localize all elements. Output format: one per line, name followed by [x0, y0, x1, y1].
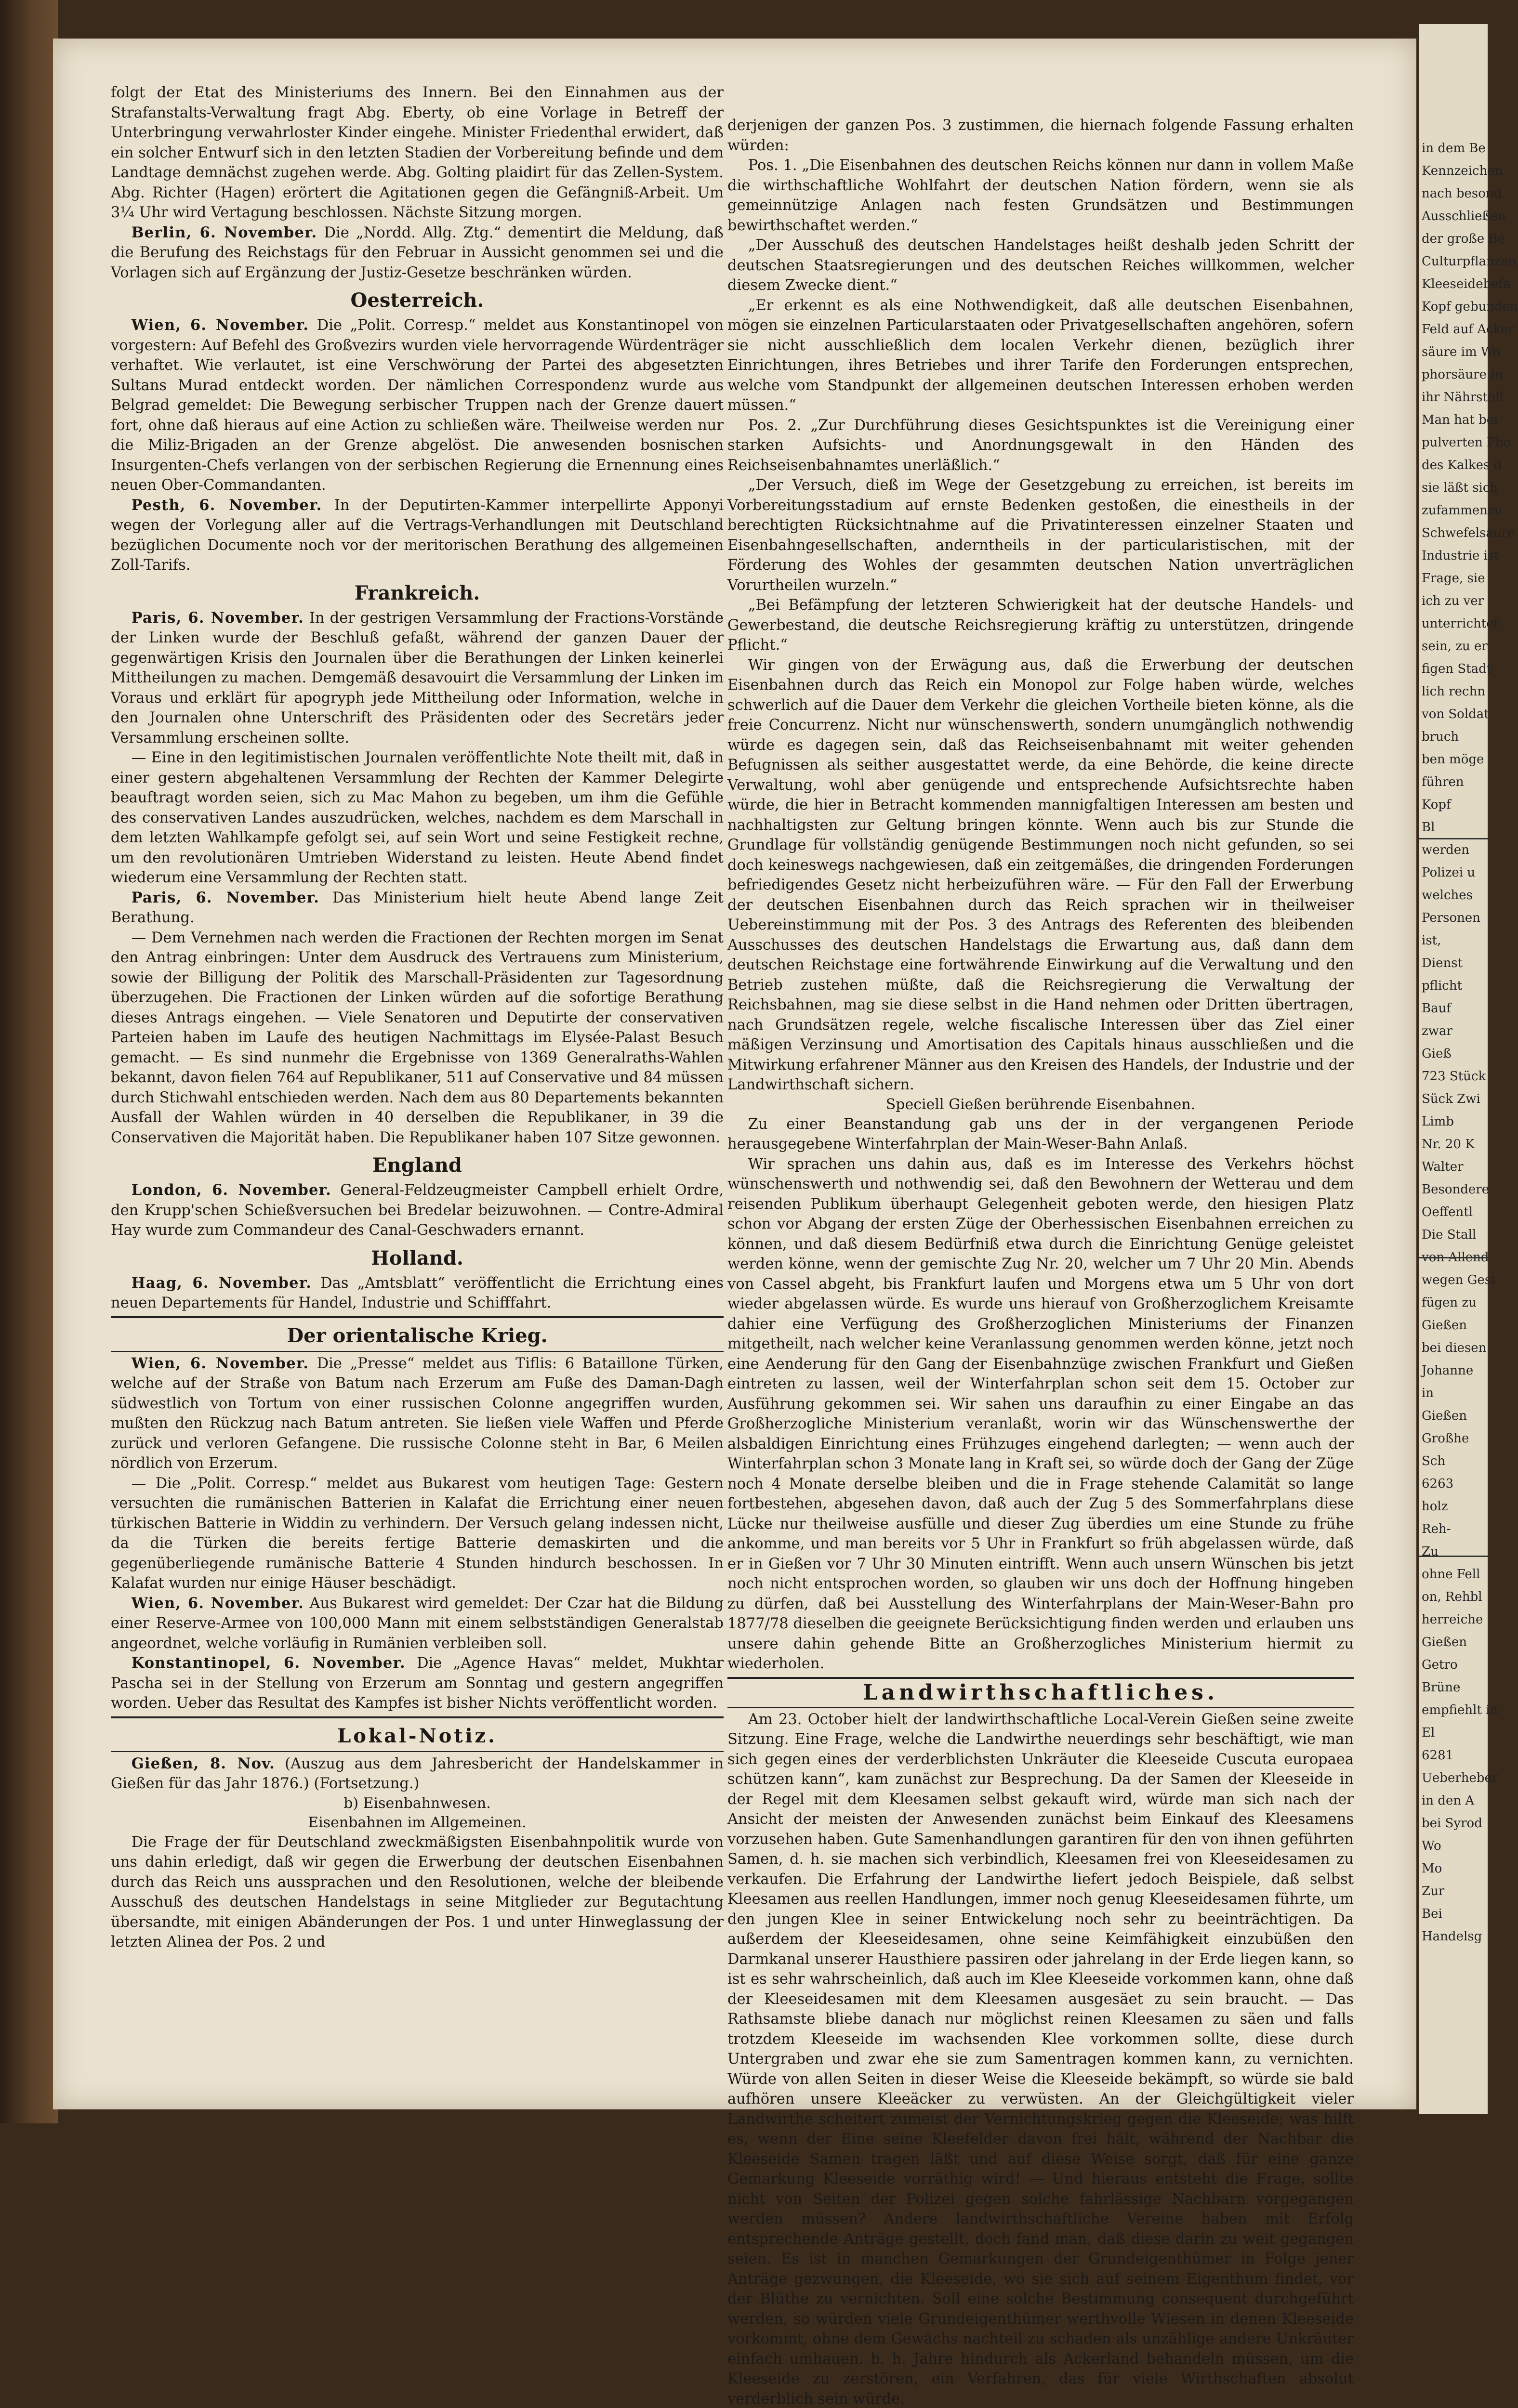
next-page-fragment: Oeffentl — [1422, 1204, 1486, 1221]
text-pesth: In der Deputirten-Kammer interpellirte Apponyi wegen der Vorlegung aller auf die Vertrags-Verhandlungen mit Deutschland bezüglichen Documente noch vor der meritorischen Berathung des allgemeinen Zoll-Tarifs. — [111, 497, 724, 574]
next-page-fragment: Wo — [1422, 1837, 1486, 1855]
next-page-fragment: Personen — [1422, 909, 1486, 927]
dateline-konstantinopel: Konstantinopel, 6. November. — [132, 1654, 406, 1672]
dateline-paris-1: Paris, 6. November. — [132, 609, 304, 627]
dateline-wien-2: Wien, 6. November. — [132, 1355, 309, 1372]
next-page-fragment: bei diesen — [1422, 1339, 1486, 1357]
dateline-giessen: Gießen, 8. Nov. — [132, 1755, 275, 1772]
next-page-fragment: wegen Gest — [1422, 1271, 1486, 1289]
text-wien-3: Aus Bukarest wird gemeldet: Der Czar hat die Bildung einer Reserve-Armee von 100,000 Mann mit einem selbstständigen Generalstab angeordnet, welche vorläufig in Rumänien verbleiben soll. — [111, 1595, 724, 1652]
dateline-wien-1: Wien, 6. November. — [132, 316, 309, 334]
next-page-fragment: Zu — [1422, 1543, 1486, 1560]
text-pos2b: „Der Versuch, dieß im Wege der Gesetzgebung zu erreichen, ist bereits im Vorbereitungsstadium auf ernste Bedenken gestoßen, die einestheils in der berechtigten Rücksichtnahme auf die Privatinteressen einzelner Staaten und Eisenbahngesellschaften, anderntheils in der particularistischen, mit der Förderung des Wohles der gesammten deutschen Nation unverträglichen Vorurtheilen wurzeln.“ — [727, 475, 1354, 595]
next-page-fragment: Frage, sie — [1422, 570, 1486, 587]
next-page-fragment: Zur — [1422, 1883, 1486, 1900]
para-etat: folgt der Etat des Ministeriums des Innern. Bei den Einnahmen aus der Strafanstalts-Verwaltung fragt Abg. Eberty, ob eine Vorlage in Betreff der Unterbringung verwahrloster Kinder eingehe. Minister Friedenthal erwidert, daß ein solcher Entwurf sich in den letzten Stadien der Vorbereitung befinde und dem Landtage demnächst zugehen werde. Abg. Golting plaidirt für das Zellen-System. Abg. Richter (Hagen) erörtert die Agitationen gegen die Gefängniß-Arbeit. Um 3¼ Uhr wird Vertagung beschlossen. Nächste Sitzung morgen. — [111, 83, 724, 223]
dateline-london: London, 6. November. — [132, 1181, 331, 1199]
next-page-rule — [1419, 1556, 1488, 1557]
krieg-header-box — [111, 1316, 724, 1352]
next-page-fragment: sein, zu er — [1422, 638, 1486, 655]
next-page-fragment: Handelsg — [1422, 1928, 1486, 1945]
left-column — [111, 83, 724, 1952]
text-pos1: Pos. 1. „Die Eisenbahnen des deutschen Reichs können nur dann in vollem Maße die wirthschaftliche Wohlfahrt der deutschen Nation fördern, wenn sie als gemeinnützige Anlagen nach festen Grundsätzen und Bestimmungen bewirthschaftet werden.“ — [727, 156, 1354, 236]
next-page-fragment: Culturpflanzen — [1422, 253, 1486, 270]
text-landw1: Am 23. October hielt der landwirthschaftliche Local-Verein Gießen seine zweite Sitzung. Eine Frage, welche die Landwirthe neuerdings sehr beschäftigt, wie man sich gegen eines der verderblichsten Unkräuter die Kleeseide Cuscuta europaea schützen kann“, kam zunächst zur Besprechung. Da der Samen der Kleeseide in der Regel mit dem Kleesamen selbst gekauft wird, würde man sich nach der Ansicht der meisten der Anwesenden zunächst beim Einkauf des Kleesamens vorzusehen haben. Gute Samenhandlungen garantiren für den von ihnen geführten Samen, d. h. sie machen sich verbindlich, Kleesamen frei von Kleeseidesamen zu verkaufen. Die Erfahrung der Landwirthe liefert jedoch Beispiele, daß selbst Kleesamen aus reellen Handlungen, immer noch genug Kleeseidesamen führte, um den jungen Klee in seiner Entwickelung noch sehr zu beeinträchtigen. Da außerdem der Kleeseidesamen, ohne seine Keimfähigkeit einzubüßen den Darmkanal unserer Hausthiere passiren oder jahrelang in der Erde liegen kann, so ist es sehr wahrscheinlich, daß auch im Klee Kleeseide vorkommen kann, ohne daß der Kleeseidesamen mit dem Kleesamen ausgesäet zu sein braucht. — Das Rathsamste bliebe danach nur möglichst reinen Kleesamen zu säen und falls trotzdem Kleeseide im wachsenden Klee vorkommen sollte, diese durch Untergraben und zwar ehe sie zum Samentragen kommen kann, zu vernichten. Würde von allen Seiten in dieser Weise die Kleeseide bekämpft, so würde sie bald aufhören unsere Kleeäcker zu verwüsten. An der Gleichgültigkeit vieler Landwirthe scheitert zumeist der Vernichtungskrieg gegen die Kleeseide; was hilft es, wenn der Eine seine Kleefelder davon frei hält, während der Nachbar die Kleeseide Samen tragen läßt und auf diese Weise sorgt, daß für eine ganze Gemarkung Kleeseide vorräthig wird! — Und hieraus entsteht die Frage, sollte nicht von Seiten der Polizei gegen solche fahrlässige Nachbarn vorgegangen werden müssen? Andere landwirthschaftliche Vereine haben mit Erfolg entsprechende Anträge gestellt, doch fand man, daß diese darin zu weit gegangen seien. Es ist in manchen Gemarkungen der Grundeigenthümer in Folge jener Anträge gezwungen, die Kleeseide, wo sie sich auf seinem Eigenthum findet, vor der Blüthe zu vernichten. Soll eine solche Bestimmung consequent durchgeführt werden, so würden viele Grundeigenthümer werthvolle Wiesen in denen Kleeseide vorkommt, ohne dem Gewächs nachteil zu schaden als unzählige andere Unkräuter einfach umhauen. b. h. Jahre hindurch als Ackerland behandeln müssen, um die Kleeseide zu zerstören, ein Verfahren, das für viele Wirthschaften absolut verderblich sein würde. — [727, 1710, 1354, 2408]
next-page-fragment: ohne Fell — [1422, 1566, 1486, 1583]
next-page-fragment: Kennzeichen — [1422, 162, 1486, 180]
text-giessen-intro: (Auszug aus dem Jahresbericht der Handelskammer in Gießen für das Jahr 1876.) (Fortsetzung.) — [111, 1755, 724, 1793]
next-page-fragment: des Kalkes d — [1422, 457, 1486, 474]
next-page-fragment: Gießen — [1422, 1317, 1486, 1334]
heading-krieg: Der orientalische Krieg. — [111, 1322, 724, 1350]
text-paris-1b: — Eine in den legitimistischen Journalen veröffentlichte Note theilt mit, daß in einer gestern abgehaltenen Versammlung der Rechten der Kammer Delegirte beauftragt worden seien, sich zu Mac Mahon zu begeben, um ihm die Gefühle des conservativen Landes auszudrücken, welches, nachdem es dem Marschall in dem letzten Wahlkampfe gefolgt sei, auf sein Wort und seine Festigkeit rechne, um den revolutionären Umtrieben Widerstand zu leisten. Heute Abend findet wiederum eine Versammlung der Rechten statt. — [111, 748, 724, 888]
next-page-fragment: pflicht — [1422, 977, 1486, 995]
dateline-berlin: Berlin, 6. November. — [132, 224, 317, 241]
next-page-fragment: sie läßt sich — [1422, 479, 1486, 497]
text-pos2: Pos. 2. „Zur Durchführung dieses Gesichtspunktes ist die Vereinigung einer starken Aufsichts- und Anordnungsgewalt in den Händen des Reichseisenbahnamtes unerläßlich.“ — [727, 416, 1354, 476]
next-page-fragment: El — [1422, 1724, 1486, 1741]
next-page-fragment: führen — [1422, 773, 1486, 791]
next-page-fragment: ist, — [1422, 932, 1486, 949]
next-page-fragment: Sück Zwi — [1422, 1090, 1486, 1108]
heading-holland: Holland. — [111, 1244, 724, 1272]
next-page-rule — [1419, 1257, 1488, 1258]
next-page-fragment: in dem Be — [1422, 140, 1486, 157]
next-page-fragment: ich zu ver — [1422, 592, 1486, 610]
text-para3: Wir sprachen uns dahin aus, daß es im Interesse des Verkehrs höchst wünschenswerth und nothwendig sei, daß den Bewohnern der Wetterau und dem reisenden Publikum überhaupt Gelegenheit geboten werde, den hiesigen Platz schon vor Abgang der ersten Züge der Oberhessischen Eisenbahnen erreichen zu können, und daß diesem Bedürfniß etwa durch die Einrichtung Genüge geleistet werden könne, wenn der gemischte Zug Nr. 20, welcher um 7 Uhr 20 Min. Abends von Cassel abgeht, bis Frankfurt laufen und Morgens etwa um 5 Uhr von dort wieder abgelassen würde. Es wurde uns hierauf von Großherzoglichem Kreisamte dahier eine Verfügung des Großherzoglichen Ministeriums der Finanzen mitgetheilt, nach welcher keine Veranlassung genommen werden könne, jetzt noch eine Aenderung für den Gang der Eisenbahnzüge zwischen Frankfurt und Gießen eintreten zu lassen, weil der Winterfahrplan schon seit dem 15. October zur Ausführung gekommen sei. Wir sahen uns daraufhin zu einer Eingabe an das Großherzogliche Ministerium veranlaßt, worin wir das Wünschenswerthe der alsbaldigen Einrichtung eines Frühzuges eingehend darlegten; — wenn auch der Winterfahrplan schon 3 Monate lang in Kraft sei, so würde doch der Gang der Züge noch 4 Monate derselbe bleiben und die in Frage stehende Calamität so lange fortbestehen, abgesehen davon, daß auch der Zug 5 des Sommerfahrplans diese Lücke nur theilweise ausfülle und dieser Zug überdies um eine Stunde zu frühe ankomme, und man bereits vor 5 Uhr in Frankfurt so früh abgelassen würde, daß er in Gießen vor 7 Uhr 30 Minuten eintrifft. Wenn auch unsern Wünschen bis jetzt noch nicht entsprochen worden, so glauben wir uns doch der Hoffnung hingeben zu dürfen, daß bei Ausstellung des Winterfahrplans der Main-Weser-Bahn pro 1877/78 dieselben die geeignete Berücksichtigung finden werden und erlauben uns unsere dahin gehende Bitte an Großherzogliches Ministerium hiermit zu wiederholen. — [727, 1154, 1354, 1674]
next-page-fragment: Gieß — [1422, 1045, 1486, 1062]
next-page-fragment: Bl — [1422, 819, 1486, 836]
next-page-fragment: Getro — [1422, 1656, 1486, 1674]
text-paris-2: Das Ministerium hielt heute Abend lange Zeit Berathung. — [111, 890, 724, 927]
next-page-fragment: Polizei u — [1422, 864, 1486, 881]
next-page-fragment: holz — [1422, 1498, 1486, 1515]
next-page-fragment: zufammenzu — [1422, 502, 1486, 519]
dateline-haag: Haag, 6. November. — [132, 1274, 312, 1292]
next-page-fragment: Dienst — [1422, 955, 1486, 972]
next-page-fragment: empfiehlt in — [1422, 1701, 1486, 1719]
next-page-fragment: Sch — [1422, 1453, 1486, 1470]
next-page-fragment: Man hat bei — [1422, 411, 1486, 429]
next-page-fragment: Schwefelsäure — [1422, 524, 1486, 542]
next-page-fragment: Walter — [1422, 1158, 1486, 1176]
next-page-fragment: Feld auf Acker — [1422, 321, 1486, 338]
next-page-fragment: Johanne — [1422, 1362, 1486, 1379]
next-page-fragment: fügen zu — [1422, 1294, 1486, 1311]
text-konstantinopel: Die „Agence Havas“ meldet, Mukhtar Pascha sei in der Stellung von Erzerum am Sonntag und gestern angegriffen worden. Ueber das Resultat des Kampfes ist bisher Nichts veröffentlicht worden. — [111, 1655, 724, 1712]
next-page-fragment: säure im Wo — [1422, 343, 1486, 361]
next-page-fragment: unterrichtet — [1422, 615, 1486, 632]
next-page-fragment: Limb — [1422, 1113, 1486, 1130]
text-haag: Das „Amtsblatt“ veröffentlicht die Errichtung eines neuen Departements für Handel, Industrie und Schifffahrt. — [111, 1275, 724, 1312]
next-page-fragment: lich rechn — [1422, 683, 1486, 700]
text-para1: Wir gingen von der Erwägung aus, daß die Erwerbung der deutschen Eisenbahnen durch das Reich ein Monopol zur Folge haben würde, welches schwerlich auf die Dauer dem Verkehr die gleichen Vortheile bieten könne, als die freie Concurrenz. Nicht nur wünschenswerth, sondern unumgänglich nothwendig würde es dagegen sein, daß das Reichseisenbahnamt mit weiter gehenden Befugnissen als seither ausgestattet werde, da eine Behörde, die keine directe Verwaltung, wohl aber genügende und entsprechende Aufsichtsrechte haben würde, die hier in Betracht kommenden mannigfaltigen Interessen am besten und nachhaltigsten zur Geltung bringen könnte. Wenn auch bis zur Stunde die Grundlage für vollständig genügende Bestimmungen noch nicht gefunden, so sei doch keineswegs nachgewiesen, daß ein zeitgemäßes, die dringenden Forderungen befriedigendes Gesetz nicht herbeizuführen wäre. — Für den Fall der Erwerbung der deutschen Eisenbahnen durch das Reich sprachen wir in theilweiser Uebereinstimmung mit der Pos. 3 des Antrags des Referenten des bleibenden Ausschusses des deutschen Handelstags die Erwartung aus, daß dann dem deutschen Reichstage eine fortwährende Einwirkung auf die Verwaltung und den Betrieb zustehen müßte, daß die Reichsregierung die Verwaltung der Reichsbahnen, mag sie diese selbst in die Hand nehmen oder Dritten übertragen, nach Grundsätzen regele, welche fiscalische Interessen über das Ziel einer mäßigen Verzinsung und Amortisation des Capitals hinaus ausschließen und die Mitwirkung erfahrener Männer aus den Kreisen des Handels, der Industrie und der Landwirthschaft sichern. — [727, 655, 1354, 1095]
next-page-fragment: Gießen — [1422, 1634, 1486, 1651]
next-page-fragment: Bauf — [1422, 1000, 1486, 1017]
next-page-fragment: Brüne — [1422, 1679, 1486, 1696]
text-paris-1: In der gestrigen Versammlung der Fractions-Vorstände der Linken wurde der Beschluß gefaßt, während der ganzen Dauer der gegenwärtigen Krisis den Journalen über die Berathungen der Linken keinerlei Mittheilungen zu machen. Demgemäß desavouirt die Versammlung der Linken im Voraus und erklärt für apogryph jede Mittheilung oder Information, welche in den Journalen ohne Unterschrift des Präsidenten oder des Secretärs jeder Versammlung erscheinen sollte. — [111, 610, 724, 746]
next-page-fragment: zwar — [1422, 1022, 1486, 1040]
text-pos1c: „Er erkennt es als eine Nothwendigkeit, daß alle deutschen Eisenbahnen, mögen sie einzelnen Particularstaaten oder Privatgesellschaften angehören, sofern sie nicht ausschließlich dem localen Verkehr dienen, bezüglich ihrer Einrichtungen, ihres Betriebes und ihrer Tarife den Forderungen entsprechen, welche vom Standpunkt der allgemeinen deutschen Interessen erhoben werden müssen.“ — [727, 296, 1354, 416]
text-wien-2b: — Die „Polit. Corresp.“ meldet aus Bukarest vom heutigen Tage: Gestern versuchten die rumänischen Batterien in Kalafat die Errichtung einer neuen türkischen Batterie in Widdin zu verhindern. Der Versuch gelang indessen nicht, da die Türken die bereits fertige Batterie demaskirten und die gegenüberliegende rumänische Batterie 4 Stunden hindurch beschossen. In Kalafat wurden nur einige Häuser beschädigt. — [111, 1474, 724, 1594]
next-page-fragment: herreiche — [1422, 1611, 1486, 1628]
next-page-fragment: Bei — [1422, 1905, 1486, 1923]
text-para2: Zu einer Beanstandung gab uns der in der vergangenen Periode herausgegebene Winterfahrplan der Main-Weser-Bahn Anlaß. — [727, 1114, 1354, 1154]
dateline-pesth: Pesth, 6. November. — [132, 497, 322, 514]
next-page-fragment: 6263 — [1422, 1475, 1486, 1492]
next-page-fragment: phorsäure in — [1422, 366, 1486, 383]
book-spine — [0, 0, 58, 2123]
next-page-fragment: figen Stadt — [1422, 660, 1486, 678]
next-page-fragment: Kopf gebunden — [1422, 298, 1486, 315]
next-page-fragment: in den A — [1422, 1792, 1486, 1809]
next-page-fragment: Die Stall — [1422, 1226, 1486, 1243]
text-top-line: derjenigen der ganzen Pos. 3 zustimmen, die hiernach folgende Fassung erhalten würden: — [727, 116, 1354, 156]
next-page-fragment: Kopf — [1422, 796, 1486, 813]
next-page-fragment: von Allend — [1422, 1249, 1486, 1266]
next-page-fragment: Ueberheber — [1422, 1769, 1486, 1787]
next-page-rule — [1419, 838, 1488, 839]
text-wien-2: Die „Presse“ meldet aus Tiflis: 6 Bataillone Türken, welche auf der Straße von Batum nach Erzerum am Fuße des Daman-Dagh südwestlich von Tortum von einer russischen Colonne angegriffen wurden, mußten den Rückzug nach Batum antreten. Sie ließen viele Waffen und Pferde zurück und verloren Gefangene. Die russische Colonne steht in Bar, 6 Meilen nördlich von Erzerum. — [111, 1355, 724, 1472]
next-page-fragment: pulverten Pho — [1422, 434, 1486, 451]
next-page-fragment: Ausschließen — [1422, 208, 1486, 225]
next-page-fragment: 723 Stück — [1422, 1068, 1486, 1085]
next-page-fragment: on, Rehbl — [1422, 1588, 1486, 1606]
next-page-fragment: welches — [1422, 887, 1486, 904]
heading-landwirthschaftliches: Landwirthschaftliches. — [727, 1679, 1354, 1707]
next-page-fragment: bei Syrod — [1422, 1815, 1486, 1832]
next-page-fragment: Mo — [1422, 1860, 1486, 1877]
subheading-eisenbahnwesen: b) Eisenbahnwesen. — [111, 1794, 724, 1813]
heading-oesterreich: Oesterreich. — [111, 287, 724, 314]
subheading-speciell: Speciell Gießen berührende Eisenbahnen. — [727, 1095, 1354, 1114]
next-page-fragment: von Soldat — [1422, 706, 1486, 723]
right-column — [727, 116, 1354, 2408]
next-page-fragment: Großhe — [1422, 1430, 1486, 1447]
next-page-fragment: Kleeseidebefa — [1422, 275, 1486, 293]
next-page-fragment: 6281 — [1422, 1747, 1486, 1764]
text-london: General-Feldzeugmeister Campbell erhielt Ordre, den Krupp'schen Schießversuchen bei Bredelar beizuwohnen. — Contre-Admiral Hay wurde zum Commandeur des Canal-Geschwaders ernannt. — [111, 1182, 724, 1239]
next-page-fragment: in — [1422, 1385, 1486, 1402]
lokal-header-box — [111, 1716, 724, 1752]
dateline-paris-2: Paris, 6. November. — [132, 889, 319, 906]
text-pos1b: „Der Ausschuß des deutschen Handelstages heißt deshalb jeden Schritt der deutschen Staatsregierungen und des deutschen Reiches willkommen, welcher diesem Zwecke dient.“ — [727, 236, 1354, 296]
next-page-fragment: Besondere — [1422, 1181, 1486, 1198]
landw-header-box — [727, 1677, 1354, 1708]
text-wien-1: Die „Polit. Corresp.“ meldet aus Konstantinopel von vorgestern: Auf Befehl des Großvezirs wurden viele hervorragende Würdenträger verhaftet. Wie verlautet, ist eine Verschwörung der Partei des abgesetzten Sultans Murad entdeckt worden. Der nämlichen Correspondenz wurde aus Belgrad gemeldet: Die Bewegung serbischer Truppen nach der Grenze dauert fort, ohne daß hieraus auf eine Action zu schließen wäre. Theilweise werden nur die Miliz-Brigaden an der Grenze abgelöst. Die anwesenden bosnischen Insurgenten-Chefs verlangen von der serbischen Regierung die Ernennung eines neuen Ober-Commandanten. — [111, 317, 724, 494]
text-paris-2b: — Dem Vernehmen nach werden die Fractionen der Rechten morgen im Senat den Antrag einbringen: Unter dem Ausdruck des Vertrauens zum Ministerium, sowie der Billigung der Politik des Marschall-Präsidenten zur Tagesordnung überzugehen. Die Fractionen der Linken würden auf die sofortige Berathung dieses Antrags eingehen. — Viele Senatoren und Deputirte der conservativen Parteien haben im Laufe des heutigen Nachmittags im Elysée-Palast Besuch gemacht. — Es sind nunmehr die Ergebnisse von 1369 Generalraths-Wahlen bekannt, davon fielen 764 auf Republikaner, 511 auf Conservative und 84 müssen durch Stichwahl entschieden werden. Nach dem aus 80 Departements bekannten Ausfall der Wahlen würden in 40 derselben die Republikaner, in 39 die Conservativen die Majorität haben. Die Republikaner haben 107 Sitze gewonnen. — [111, 928, 724, 1148]
next-page-fragment: Nr. 20 K — [1422, 1136, 1486, 1153]
next-page-fragment: Reh- — [1422, 1520, 1486, 1538]
dateline-wien-3: Wien, 6. November. — [132, 1595, 304, 1612]
next-page-fragment: Industrie ist — [1422, 547, 1486, 564]
adjacent-page-strip — [1419, 24, 1488, 2114]
text-berlin: Die „Nordd. Allg. Ztg.“ dementirt die Meldung, daß die Berufung des Reichstags für den Februar in Aussicht genommen sei und die Vorlagen sich auf Ergänzung der Justiz-Gesetze beschränken würden. — [111, 224, 724, 281]
next-page-fragment: der große Be — [1422, 230, 1486, 248]
heading-lokal: Lokal-Notiz. — [111, 1722, 724, 1750]
next-page-fragment: werden — [1422, 841, 1486, 859]
text-pos2c: „Bei Befämpfung der letzteren Schwierigkeit hat der deutsche Handels- und Gewerbestand, die deutsche Reichsregierung kräftig zu unterstützen, dringende Pflicht.“ — [727, 595, 1354, 655]
next-page-fragment: bruch — [1422, 728, 1486, 746]
next-page-fragment: ben möge — [1422, 751, 1486, 768]
text-giessen: Die Frage der für Deutschland zweckmäßigsten Eisenbahnpolitik wurde von uns dahin erledigt, daß wir gegen die Erwerbung der deutschen Eisenbahnen durch das Reich uns aussprachen und den Resolutionen, welche der bleibende Ausschuß des deutschen Handelstags in seine Mitglieder zur Begutachtung übersandte, mit einigen Abänderungen der Pos. 1 und unter Hinweglassung der letzten Alinea der Pos. 2 und — [111, 1832, 724, 1952]
subheading-eisenbahnen-allgemein: Eisenbahnen im Allgemeinen. — [111, 1813, 724, 1832]
next-page-fragment: Gießen — [1422, 1407, 1486, 1425]
next-page-fragment: nach besond — [1422, 185, 1486, 202]
heading-frankreich: Frankreich. — [111, 579, 724, 607]
next-page-fragment: ihr Nährstoff — [1422, 389, 1486, 406]
heading-england: England — [111, 1152, 724, 1179]
